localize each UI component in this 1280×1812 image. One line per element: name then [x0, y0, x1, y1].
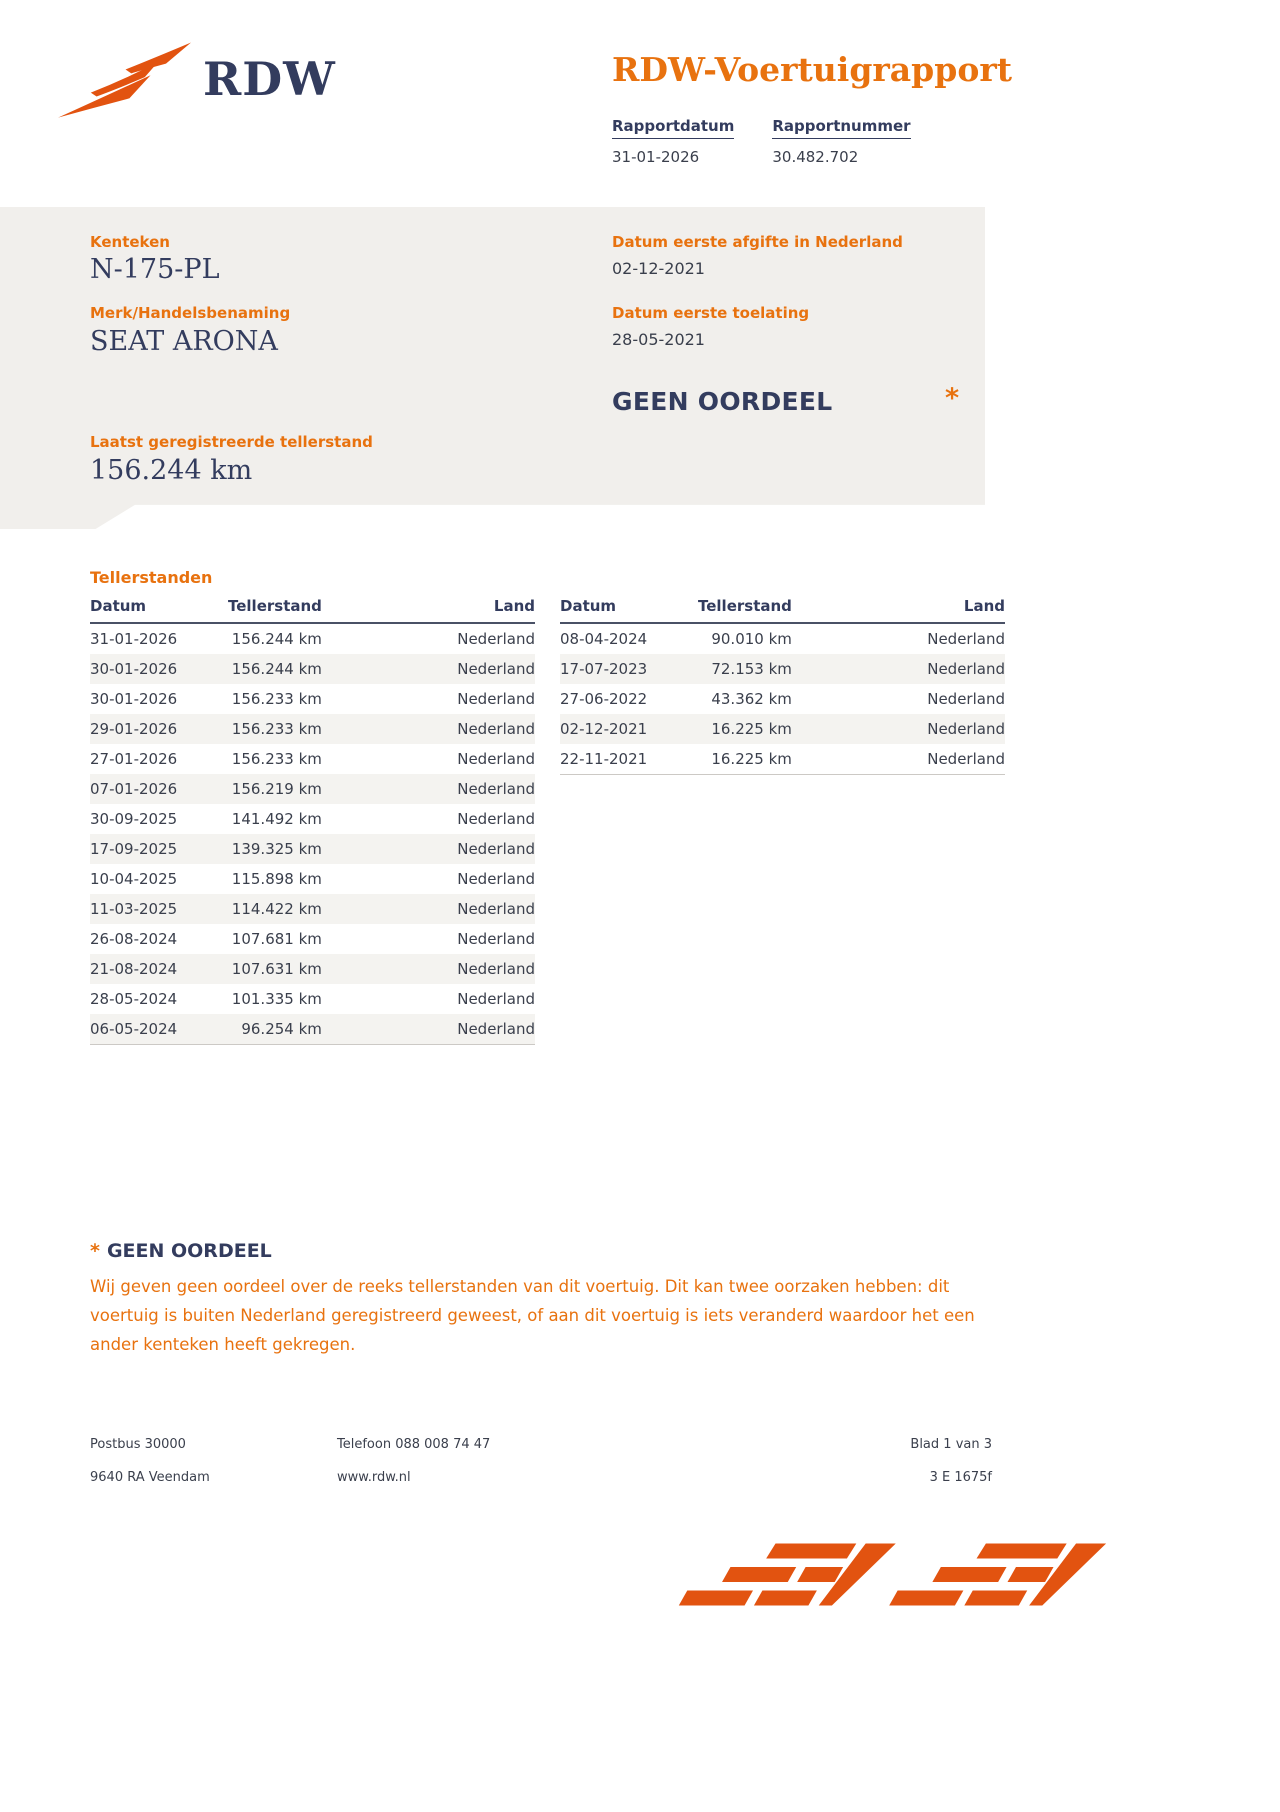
table-row	[90, 864, 535, 894]
table-cell: Nederland	[457, 960, 535, 978]
table-cell: 17-07-2023	[560, 660, 648, 678]
table-cell: 114.422 km	[231, 900, 322, 918]
table-row	[90, 623, 535, 654]
table-cell: 156.244 km	[231, 630, 322, 648]
footer-page-number: Blad 1 van 3	[910, 1437, 992, 1452]
table-cell: 107.681 km	[231, 930, 322, 948]
table-cell: Nederland	[457, 690, 535, 708]
footer-contact	[337, 1437, 490, 1503]
report-date-block	[612, 116, 734, 166]
table-cell: 107.631 km	[231, 960, 322, 978]
afgifte-value: 02-12-2021	[612, 259, 705, 278]
table-body	[90, 623, 535, 1045]
table-cell: Nederland	[457, 720, 535, 738]
table-cell: 90.010 km	[711, 630, 792, 648]
table-cell: 30-01-2026	[90, 660, 178, 678]
table-cell: Nederland	[457, 990, 535, 1008]
table-cell: 156.233 km	[231, 690, 322, 708]
table-cell: 43.362 km	[711, 690, 792, 708]
table-cell: 30-09-2025	[90, 810, 178, 828]
table-cell: 156.244 km	[231, 660, 322, 678]
table-header	[560, 594, 1005, 623]
table-row	[560, 684, 1005, 714]
tellerstand-value: 156.244 km	[90, 455, 253, 486]
table-cell: Nederland	[927, 720, 1005, 738]
table-cell: Nederland	[927, 690, 1005, 708]
table-row	[560, 714, 1005, 744]
table-header	[90, 594, 535, 623]
table-cell: 22-11-2021	[560, 744, 698, 775]
report-date-value: 31-01-2026	[612, 148, 700, 166]
table-row	[90, 984, 535, 1014]
page-title: RDW-Voertuigrapport	[612, 50, 1012, 89]
table-cell: 17-09-2025	[90, 840, 178, 858]
table-row	[90, 954, 535, 984]
kenteken-label: Kenteken	[90, 233, 170, 251]
footer-form-code: 3 E 1675f	[929, 1470, 992, 1485]
table-cell: 141.492 km	[231, 810, 322, 828]
footer-page-info	[790, 1437, 992, 1503]
footer-website: www.rdw.nl	[337, 1470, 411, 1485]
column-header-tellerstand: Tellerstand	[228, 594, 322, 623]
column-header-datum: Datum	[90, 594, 228, 623]
table-cell: 16.225 km	[711, 720, 792, 738]
table-row	[90, 744, 535, 774]
column-header-land: Land	[322, 594, 535, 623]
footer-address-line1: Postbus 30000	[90, 1437, 186, 1452]
footer-address	[90, 1437, 210, 1503]
table-row	[90, 834, 535, 864]
table-cell: Nederland	[927, 630, 1005, 648]
report-number-label: Rapportnummer	[772, 117, 910, 139]
toelating-value: 28-05-2021	[612, 330, 705, 349]
table-cell: 27-01-2026	[90, 750, 178, 768]
table-cell: 96.254 km	[228, 1014, 322, 1045]
tellerstand-label: Laatst geregistreerde tellerstand	[90, 433, 373, 451]
rdw-logo	[58, 42, 336, 122]
table-cell: 10-04-2025	[90, 870, 178, 888]
rdw-swoosh-icon	[58, 42, 193, 122]
table-cell: 21-08-2024	[90, 960, 178, 978]
footer-phone: Telefoon 088 008 74 47	[337, 1437, 491, 1452]
table-cell: Nederland	[792, 744, 1005, 775]
table-row	[90, 774, 535, 804]
table-cell: 02-12-2021	[560, 720, 648, 738]
footer-address-line2: 9640 RA Veendam	[90, 1470, 210, 1485]
table-cell: Nederland	[322, 1014, 535, 1045]
table-cell: Nederland	[457, 870, 535, 888]
table-row	[90, 684, 535, 714]
table-row	[90, 1014, 535, 1045]
table-cell: 26-08-2024	[90, 930, 178, 948]
table-row	[560, 744, 1005, 775]
report-date-label: Rapportdatum	[612, 117, 734, 139]
footnote-text: Wij geven geen oordeel over de reeks tellerstanden van dit voertuig. Dit kan twee oorzaken hebben: dit voertuig is buiten Nederland geregistreerd geweest, of aan dit voertuig is iets veranderd waardoor het een ander kenteken heeft gekregen.	[90, 1277, 975, 1354]
table-cell: 72.153 km	[711, 660, 792, 678]
table-cell: Nederland	[457, 750, 535, 768]
table-row	[90, 924, 535, 954]
table-row	[560, 623, 1005, 654]
table-cell: 16.225 km	[698, 744, 792, 775]
table-cell: Nederland	[457, 780, 535, 798]
rdw-logo-text: RDW	[203, 52, 336, 106]
table-cell: 30-01-2026	[90, 690, 178, 708]
table-cell: 139.325 km	[231, 840, 322, 858]
table-cell: Nederland	[457, 660, 535, 678]
table-cell: Nederland	[457, 630, 535, 648]
oordeel-asterisk: *	[945, 383, 960, 414]
table-row	[90, 654, 535, 684]
table-cell: 31-01-2026	[90, 630, 178, 648]
table-cell: 06-05-2024	[90, 1014, 228, 1045]
table-row	[90, 804, 535, 834]
table-cell: 27-06-2022	[560, 690, 648, 708]
rdw-stripes-decoration-icon	[676, 1543, 1108, 1606]
table-cell: Nederland	[457, 810, 535, 828]
column-header-tellerstand: Tellerstand	[698, 594, 792, 623]
toelating-label: Datum eerste toelating	[612, 304, 810, 322]
table-cell: 29-01-2026	[90, 720, 178, 738]
table-cell: 101.335 km	[231, 990, 322, 1008]
table-cell: 08-04-2024	[560, 630, 648, 648]
column-header-land: Land	[792, 594, 1005, 623]
table-cell: Nederland	[457, 930, 535, 948]
tellerstanden-table-right	[560, 594, 1005, 775]
afgifte-label: Datum eerste afgifte in Nederland	[612, 233, 903, 251]
oordeel-text: GEEN OORDEEL	[612, 387, 833, 416]
table-cell: 28-05-2024	[90, 990, 178, 1008]
footnote-title	[90, 1240, 272, 1262]
footnote-asterisk: *	[90, 1240, 100, 1262]
tellerstanden-table-left	[90, 594, 535, 1045]
table-cell: 156.219 km	[231, 780, 322, 798]
table-header-row	[560, 594, 1005, 623]
table-row	[560, 654, 1005, 684]
table-header-row	[90, 594, 535, 623]
table-cell: 11-03-2025	[90, 900, 178, 918]
merk-label: Merk/Handelsbenaming	[90, 304, 291, 322]
table-cell: 115.898 km	[231, 870, 322, 888]
report-number-value: 30.482.702	[772, 148, 859, 166]
footnote-title-text: GEEN OORDEEL	[106, 1240, 272, 1262]
table-cell: Nederland	[457, 900, 535, 918]
report-number-block	[772, 116, 910, 166]
report-meta	[612, 116, 911, 166]
table-cell: 156.233 km	[231, 720, 322, 738]
kenteken-value: N-175-PL	[90, 254, 220, 285]
column-header-datum: Datum	[560, 594, 698, 623]
table-cell: Nederland	[927, 660, 1005, 678]
table-cell: 156.233 km	[231, 750, 322, 768]
tellerstanden-section-title: Tellerstanden	[90, 568, 213, 587]
table-row	[90, 894, 535, 924]
table-body	[560, 623, 1005, 775]
table-cell: Nederland	[457, 840, 535, 858]
table-row	[90, 714, 535, 744]
merk-value: SEAT ARONA	[90, 326, 278, 357]
table-cell: 07-01-2026	[90, 780, 178, 798]
